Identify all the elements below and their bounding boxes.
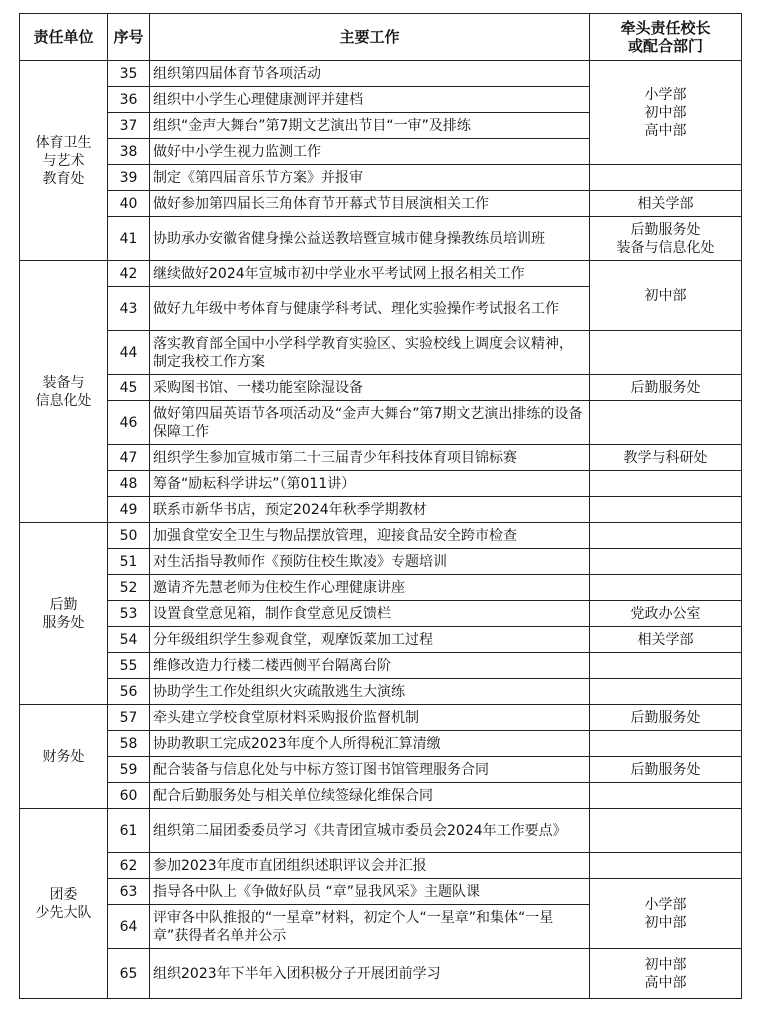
task-cell: 做好中小学生视力监测工作	[150, 139, 590, 165]
table-row	[20, 731, 742, 757]
lead-line: 小学部	[644, 86, 687, 103]
task-cell: 做好第四届英语节各项活动及“金声大舞台”第7期文艺演出排练的设备保障工作	[150, 401, 590, 445]
row-number: 53	[108, 601, 150, 627]
lead-cell	[590, 757, 742, 783]
lead-line: 相关学部	[637, 195, 694, 212]
task-cell: 组织2023年下半年入团积极分子开展团前学习	[150, 949, 590, 999]
task-cell: 协助学生工作处组织火灾疏散逃生大演练	[150, 679, 590, 705]
work-plan-table	[19, 13, 742, 999]
row-number: 49	[108, 497, 150, 523]
table-row	[20, 523, 742, 549]
task-cell: 制定《第四届音乐节方案》并报审	[150, 165, 590, 191]
lead-line: 党政办公室	[630, 605, 701, 622]
lead-cell	[590, 375, 742, 401]
unit-line: 体育卫生	[35, 134, 92, 151]
lead-line: 高中部	[644, 974, 687, 991]
header-num: 序号	[108, 14, 150, 61]
table-row	[20, 401, 742, 445]
lead-line: 小学部	[644, 896, 687, 913]
table-row	[20, 809, 742, 853]
task-cell: 维修改造力行楼二楼西侧平台隔离台阶	[150, 653, 590, 679]
row-number: 63	[108, 879, 150, 905]
lead-line: 高中部	[644, 122, 687, 139]
row-number: 37	[108, 113, 150, 139]
row-number: 55	[108, 653, 150, 679]
lead-cell	[590, 217, 742, 261]
task-cell: 继续做好2024年宣城市初中学业水平考试网上报名相关工作	[150, 261, 590, 287]
lead-line: 初中部	[644, 104, 687, 121]
row-number: 36	[108, 87, 150, 113]
task-cell: 组织中小学生心理健康测评并建档	[150, 87, 590, 113]
row-number: 41	[108, 217, 150, 261]
header-lead-line1: 牵头责任校长	[620, 19, 711, 37]
unit-line: 后勤	[49, 596, 78, 613]
table-row	[20, 61, 742, 87]
task-cell: 指导各中队上《争做好队员 “章”显我风采》主题队课	[150, 879, 590, 905]
lead-cell	[590, 191, 742, 217]
task-cell: 组织第二届团委委员学习《共青团宣城市委员会2024年工作要点》	[150, 809, 590, 853]
unit-cell	[20, 809, 108, 999]
lead-cell	[590, 949, 742, 999]
task-cell: 参加2023年度市直团组织述职评议会并汇报	[150, 853, 590, 879]
lead-cell	[590, 783, 742, 809]
lead-cell	[590, 331, 742, 375]
unit-line: 与艺术	[42, 152, 85, 169]
lead-line: 初中部	[644, 914, 687, 931]
table-row	[20, 217, 742, 261]
lead-line: 后勤服务处	[630, 379, 701, 396]
unit-line: 团委	[49, 886, 78, 903]
unit-cell	[20, 705, 108, 809]
row-number: 62	[108, 853, 150, 879]
row-number: 48	[108, 471, 150, 497]
table-row	[20, 445, 742, 471]
row-number: 46	[108, 401, 150, 445]
row-number: 47	[108, 445, 150, 471]
row-number: 52	[108, 575, 150, 601]
task-cell: 评审各中队推报的“一星章”材料，初定个人“一星章”和集体“一星章”获得者名单并公示	[150, 905, 590, 949]
table-row	[20, 331, 742, 375]
row-number: 64	[108, 905, 150, 949]
unit-line: 装备与	[42, 374, 85, 391]
row-number: 61	[108, 809, 150, 853]
row-number: 35	[108, 61, 150, 87]
table-row	[20, 261, 742, 287]
table-row	[20, 757, 742, 783]
table-row	[20, 653, 742, 679]
row-number: 59	[108, 757, 150, 783]
lead-cell	[590, 549, 742, 575]
task-cell: 做好参加第四届长三角体育节开幕式节目展演相关工作	[150, 191, 590, 217]
unit-line: 信息化处	[35, 392, 92, 409]
unit-cell	[20, 261, 108, 523]
table-row	[20, 949, 742, 999]
lead-line: 后勤服务处	[630, 761, 701, 778]
table-row	[20, 601, 742, 627]
unit-line: 财务处	[42, 748, 85, 765]
table-row	[20, 679, 742, 705]
lead-line: 初中部	[644, 287, 687, 304]
table-row	[20, 375, 742, 401]
row-number: 54	[108, 627, 150, 653]
task-cell: 配合后勤服务处与相关单位续签绿化维保合同	[150, 783, 590, 809]
row-number: 39	[108, 165, 150, 191]
lead-line: 后勤服务处	[630, 709, 701, 726]
task-cell: 组织学生参加宣城市第二十三届青少年科技体育项目锦标赛	[150, 445, 590, 471]
task-cell: 设置食堂意见箱，制作食堂意见反馈栏	[150, 601, 590, 627]
table-row	[20, 783, 742, 809]
task-cell: 筹备“励耘科学讲坛”（第011讲）	[150, 471, 590, 497]
row-number: 60	[108, 783, 150, 809]
lead-cell	[590, 679, 742, 705]
lead-cell	[590, 165, 742, 191]
task-cell: 分年级组织学生参观食堂，观摩饭菜加工过程	[150, 627, 590, 653]
lead-cell	[590, 853, 742, 879]
unit-line: 服务处	[42, 614, 85, 631]
unit-line: 教育处	[42, 170, 85, 187]
lead-line: 初中部	[644, 956, 687, 973]
row-number: 58	[108, 731, 150, 757]
task-cell: 落实教育部全国中小学科学教育实验区、实验校线上调度会议精神，制定我校工作方案	[150, 331, 590, 375]
row-number: 44	[108, 331, 150, 375]
unit-cell	[20, 61, 108, 261]
task-cell: 联系市新华书店，预定2024年秋季学期教材	[150, 497, 590, 523]
table-row	[20, 191, 742, 217]
row-number: 45	[108, 375, 150, 401]
header-lead-line2: 或配合部门	[627, 37, 703, 55]
lead-line: 装备与信息化处	[616, 239, 715, 256]
lead-cell	[590, 731, 742, 757]
lead-cell	[590, 471, 742, 497]
row-number: 38	[108, 139, 150, 165]
lead-cell	[590, 445, 742, 471]
task-cell: 对生活指导教师作《预防住校生欺凌》专题培训	[150, 549, 590, 575]
header-unit: 责任单位	[20, 14, 108, 61]
unit-line: 少先大队	[35, 904, 92, 921]
lead-line: 后勤服务处	[630, 221, 701, 238]
lead-cell	[590, 653, 742, 679]
table-row	[20, 471, 742, 497]
row-number: 40	[108, 191, 150, 217]
lead-line: 相关学部	[637, 631, 694, 648]
table-row	[20, 705, 742, 731]
header-task: 主要工作	[150, 14, 590, 61]
task-cell: 牵头建立学校食堂原材料采购报价监督机制	[150, 705, 590, 731]
header-lead	[590, 14, 742, 61]
row-number: 57	[108, 705, 150, 731]
lead-cell	[590, 497, 742, 523]
row-number: 56	[108, 679, 150, 705]
task-cell: 加强食堂安全卫生与物品摆放管理，迎接食品安全跨市检查	[150, 523, 590, 549]
lead-cell	[590, 627, 742, 653]
task-cell: 邀请齐先慧老师为住校生作心理健康讲座	[150, 575, 590, 601]
table-row	[20, 627, 742, 653]
table-row	[20, 497, 742, 523]
lead-cell	[590, 401, 742, 445]
task-cell: 协助承办安徽省健身操公益送教培暨宣城市健身操教练员培训班	[150, 217, 590, 261]
table-row	[20, 853, 742, 879]
row-number: 42	[108, 261, 150, 287]
task-cell: 配合装备与信息化处与中标方签订图书馆管理服务合同	[150, 757, 590, 783]
table-row	[20, 575, 742, 601]
lead-cell	[590, 575, 742, 601]
row-number: 51	[108, 549, 150, 575]
row-number: 65	[108, 949, 150, 999]
task-cell: 做好九年级中考体育与健康学科考试、理化实验操作考试报名工作	[150, 287, 590, 331]
table-body	[20, 61, 742, 999]
lead-cell	[590, 601, 742, 627]
lead-line: 教学与科研处	[623, 449, 708, 466]
table-row	[20, 549, 742, 575]
task-cell: 组织第四届体育节各项活动	[150, 61, 590, 87]
lead-cell	[590, 261, 742, 331]
lead-cell	[590, 705, 742, 731]
table-row	[20, 165, 742, 191]
task-cell: 协助教职工完成2023年度个人所得税汇算清缴	[150, 731, 590, 757]
row-number: 50	[108, 523, 150, 549]
header-row	[20, 14, 742, 61]
unit-cell	[20, 523, 108, 705]
lead-cell	[590, 809, 742, 853]
task-cell: 组织“金声大舞台”第7期文艺演出节目“一审”及排练	[150, 113, 590, 139]
task-cell: 采购图书馆、一楼功能室除湿设备	[150, 375, 590, 401]
table-row	[20, 879, 742, 905]
lead-cell	[590, 61, 742, 165]
row-number: 43	[108, 287, 150, 331]
lead-cell	[590, 523, 742, 549]
lead-cell	[590, 879, 742, 949]
